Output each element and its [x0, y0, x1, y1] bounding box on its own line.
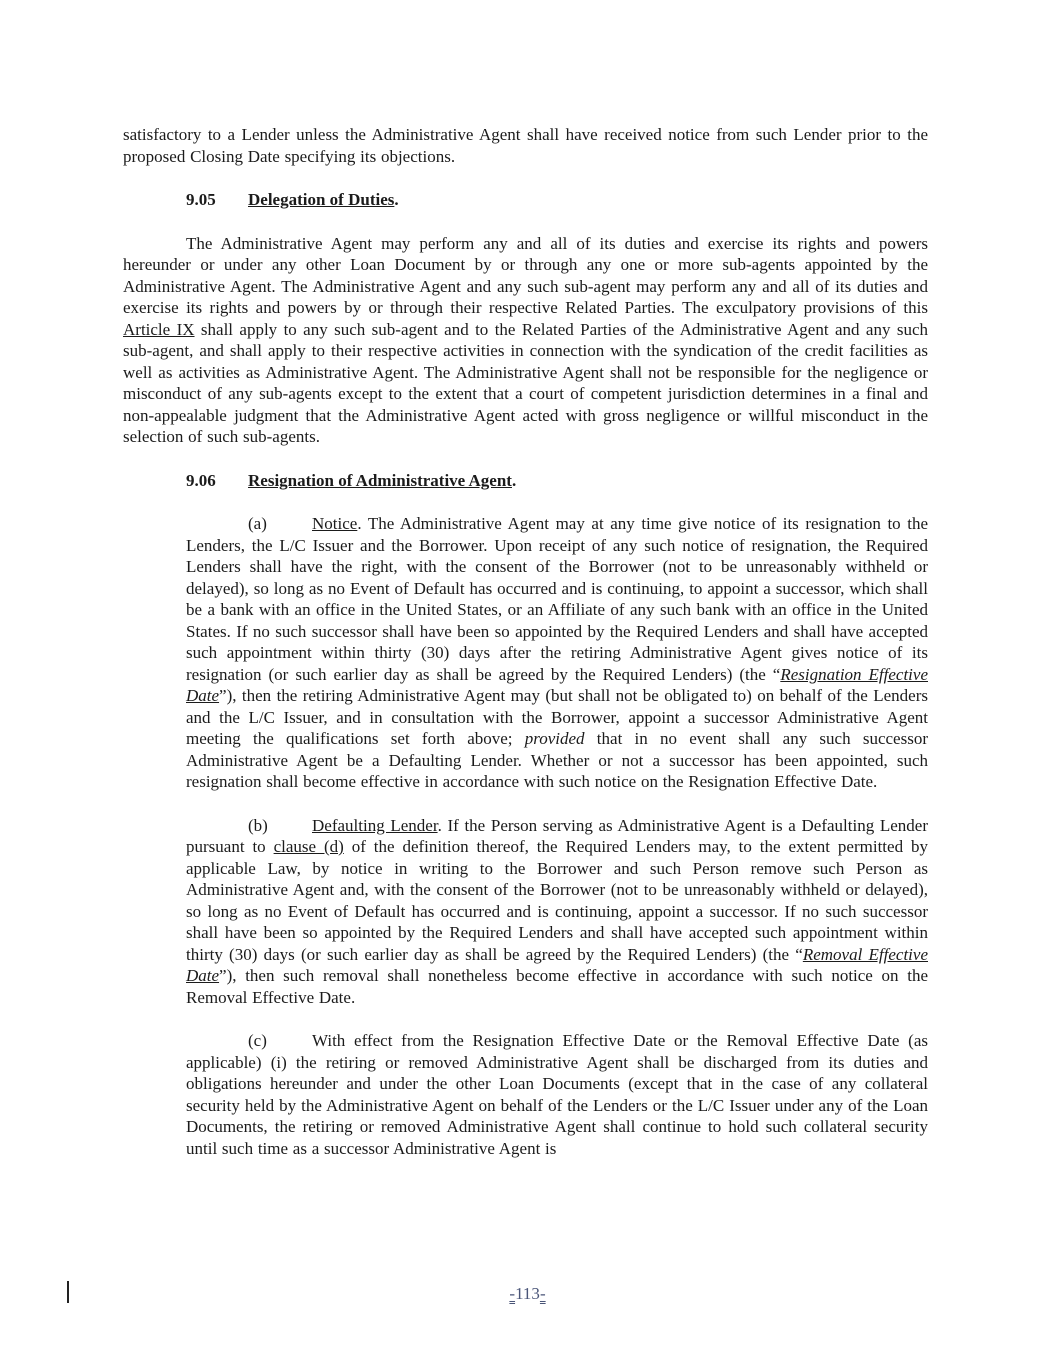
continuation-paragraph — [123, 124, 928, 167]
body-text: . The Administrative Agent may at any time give notice of its resignation to the Lenders, the L/C Issuer and the Borrower. Upon receipt of any such notice of resignation, the Required Lenders shall have the right, with the consent of the Borrower (not to be unreasonably withheld or delayed), so long as no Event of Default has occurred and is continuing, to appoint a successor, which shall be a bank with an office in the United States, or an Affiliate of any such bank with an office in the United States. If no such successor shall have been so appointed by the Required Lenders and shall have accepted such appointment within thirty (30) days after the retiring Administrative Agent gives notice of its resignation (or such earlier day as shall be agreed by the Required Lenders) (the “ — [186, 514, 928, 684]
body-text: that in no event shall any such successor Administrative Agent be a Defaulting Lender. Whether or not a successor has been appointed, such resignation shall become effective in accordance with such notice on the Resignation Effective Date. — [186, 729, 928, 791]
defined-term-removal-effective-date: Removal Effective Date — [186, 944, 928, 985]
body-text: With effect from the Resignation Effective Date or the Removal Effective Date (as applicable) (i) the retiring or removed Administrative Agent shall be discharged from its duties and obligations hereunder and under the other Loan Documents (except that in the case of any collateral security held by the Administrative Agent on behalf of the Lenders or the L/C Issuer under any of the Loan Documents, the retiring or removed Administrative Agent shall continue to hold such collateral security until such time as a successor Administrative Agent is — [186, 1031, 928, 1158]
subsection-a — [186, 513, 928, 793]
body-text: ”), then the retiring Administrative Agent may (but shall not be obligated to) on behalf of the Lenders and the L/C Issuer, and in consultation with the Borrower, appoint a successor Administrative Agent meeting the qualifications set forth above; — [186, 686, 928, 748]
subsection-label: (b) — [248, 815, 268, 835]
section-title: Delegation of Duties — [248, 190, 395, 209]
page-number: 113 — [515, 1284, 540, 1303]
section-title: Resignation of Administrative Agent — [248, 470, 512, 490]
subsection-c — [186, 1030, 928, 1159]
body-text: of the definition thereof, the Required Lenders may, to the extent permitted by applicable Law, by notice in writing to the Borrower and such Person remove such Person as Administrative Agent and, with the consent of the Borrower (not to be unreasonably withheld or delayed), so long as no Event of Default has occurred and is continuing, appoint a successor. If no such successor shall have been so appointed by the Required Lenders and shall have accepted such appointment within thirty (30) days (or such earlier day as shall be agreed by the Required Lenders) (the “ — [186, 837, 928, 964]
article-ix-reference: Article IX — [123, 319, 195, 339]
defined-term-resignation-effective-date: Resignation Effective Date — [186, 664, 928, 705]
body-text: The Administrative Agent may perform any and all of its duties and exercise its rights and powers hereunder or under any other Loan Document by or through any one or more sub-agents appointed by the Administrative Agent. The Administrative Agent and any such sub-agent may perform any and all of its duties and exercise its rights and powers by or through their respective Related Parties. The exculpatory provisions of this — [123, 233, 928, 317]
section-heading-9-06 — [186, 470, 928, 492]
section-title-period: . — [511, 470, 517, 490]
subsection-label: (c) — [248, 1031, 267, 1050]
section-9-05-body — [123, 233, 928, 448]
subsection-b — [186, 815, 928, 1009]
section-heading-9-05 — [186, 189, 928, 211]
proviso-text: provided — [524, 729, 585, 748]
section-number: 9.06 — [186, 470, 216, 490]
body-text: . If the Person serving as Administrative Agent is a Defaulting Lender pursuant to — [186, 815, 928, 856]
inserted-dash: - — [509, 1284, 516, 1303]
body-text: shall apply to any such sub-agent and to the Related Parties of the Administrative Agent and any such sub-agent, and shall apply to their respective activities in connection with the syndication of the credit facilities as well as activities as Administrative Agent. The Administrative Agent shall not be responsible for the negligence or misconduct of any sub-agents except to the extent that a court of competent jurisdiction determines in a final and non-appealable judgment that the Administrative Agent acted with gross negligence or willful misconduct in the selection of such sub-agents. — [123, 319, 928, 446]
clause-d-reference: clause (d) — [273, 837, 344, 856]
inserted-dash: - — [539, 1284, 546, 1303]
document-body — [123, 124, 928, 1181]
subsection-lead-in: Notice — [312, 514, 358, 533]
subsection-label: (a) — [248, 514, 267, 533]
section-number: 9.05 — [186, 190, 216, 209]
continuation-text: satisfactory to a Lender unless the Administrative Agent shall have received notice from such Lender prior to the proposed Closing Date specifying its objections. — [123, 125, 928, 166]
subsection-lead-in: Defaulting Lender — [312, 815, 438, 835]
page-footer — [0, 1283, 1055, 1304]
body-text: ”), then such removal shall nonetheless become effective in accordance with such notice on the Removal Effective Date. — [186, 966, 928, 1007]
section-title-period: . — [394, 190, 399, 209]
